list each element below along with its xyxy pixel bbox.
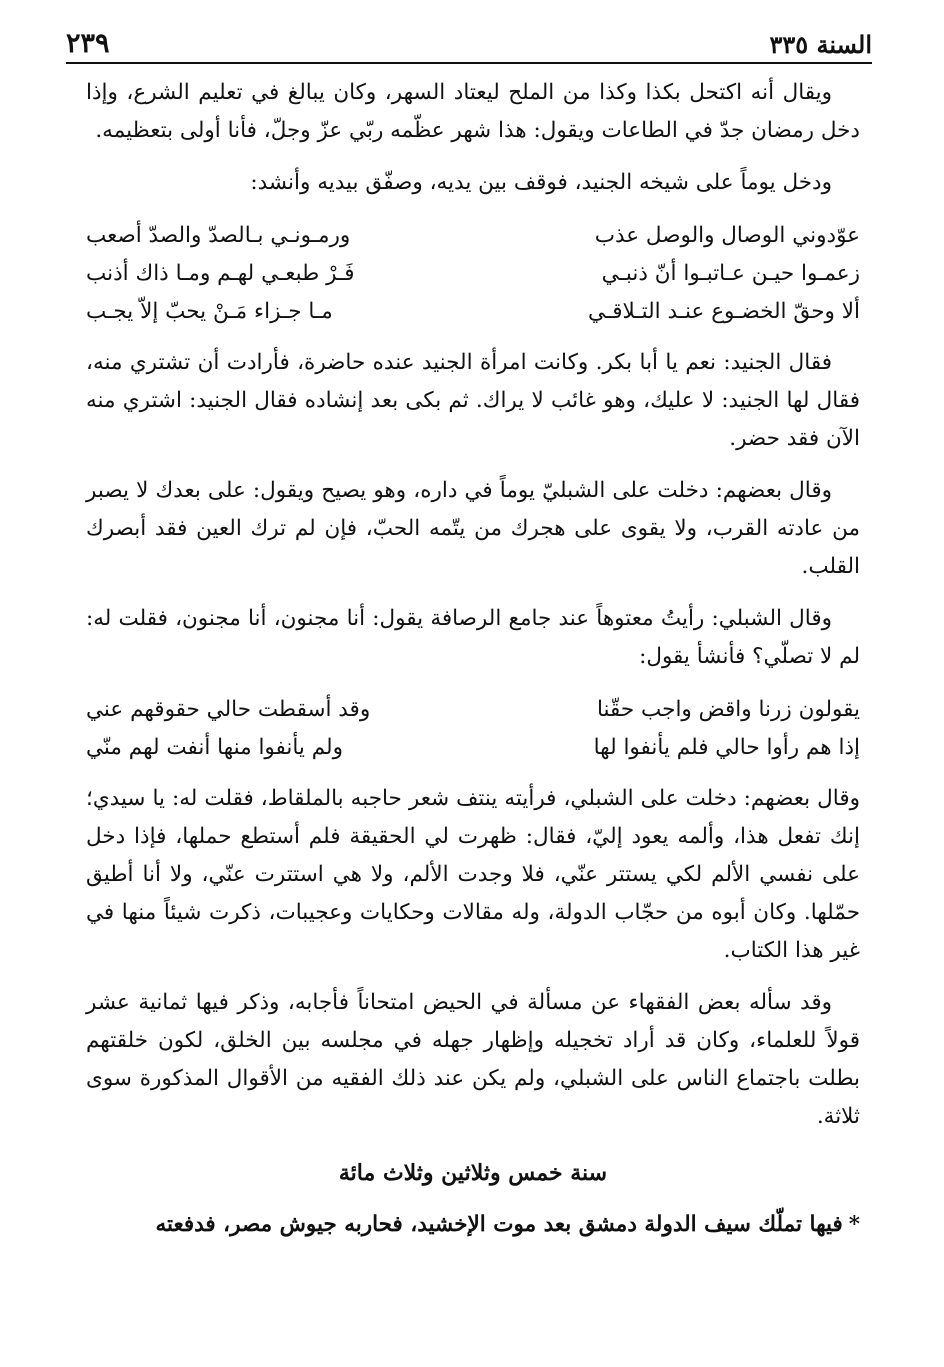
page-number: ٢٣٩ — [66, 28, 110, 59]
verse-first-hemistich: ألا وحقّ الخضـوع عنـد التـلاقـي — [588, 298, 860, 324]
paragraph: ودخل يوماً على شيخه الجنيد، فوقف بين يديه، وصفّق بيديه وأنشد: — [250, 170, 832, 195]
running-header-year: السنة ٣٣٥ — [769, 30, 872, 59]
bullet-entry — [86, 1206, 860, 1244]
section-heading: سنة خمس وثلاثين وثلاث مائة — [338, 1160, 608, 1186]
verse-line — [86, 690, 860, 728]
paragraph: وقال بعضهم: دخلت على الشبليّ يوماً في داره، وهو يصيح ويقول: على بعدك لا يصبر من عادته القرب، ولا يقوى على هجرك من يتّمه الحبّ، فإن لم ترك العين فقد أبصرك القلب. — [86, 478, 860, 579]
paragraph: وقال بعضهم: دخلت على الشبلي، فرأيته ينتف شعر حاجبه بالملقاط، فقلت له: يا سيدي؛ إنك تفعل هذا، وألمه يعود إليّ، فقال: ظهرت لي الحقيقة فلم أستطع حملها، فإذا دخل على نفسي الألم لكي يستتر عنّي، فلا وجدت الألم، ولا هي استترت عنّي، ولا أنا أطيق حمّلها. وكان أبوه من حجّاب الدولة، وله مقالات وحكايات وعجيبات، ذكرت شيئاً منها في غير هذا الكتاب. — [86, 786, 860, 963]
verse-first-hemistich: عوّدوني الوصال والوصل عذب — [594, 222, 860, 248]
verse-second-hemistich: ولم يأنفوا منها أنفت لهم منّي — [86, 734, 343, 760]
verse-first-hemistich: إذا هم رأوا حالي فلم يأنفوا لها — [593, 734, 860, 760]
verse-line — [86, 728, 860, 766]
verse-second-hemistich: مـا جـزاء مَـنْ يحبّ إلاّ يجـب — [86, 298, 333, 324]
verse-first-hemistich: يقولون زرنا واقض واجب حقّنا — [597, 696, 860, 722]
page-header — [66, 26, 872, 64]
verse-line — [86, 216, 860, 254]
verse-second-hemistich: وقد أسقطت حالي حقوقهم عني — [86, 696, 371, 722]
verse-second-hemistich: ورمـونـي بـالصدّ والصدّ أصعب — [86, 222, 351, 248]
paragraph: وقال الشبلي: رأيتُ معتوهاً عند جامع الرصافة يقول: أنا مجنون، أنا مجنون، فقلت له: لم لا تصلّي؟ فأنشأ يقول: — [86, 606, 860, 669]
poem-verses — [86, 216, 860, 330]
bullet-star-icon: * — [848, 1212, 860, 1237]
verse-first-hemistich: زعمـوا حيـن عـاتبـوا أنّ ذنبـي — [601, 260, 860, 286]
paragraph: فقال الجنيد: نعم يا أبا بكر. وكانت امرأة الجنيد عنده حاضرة، فأرادت أن تشتري منه، فقال لها الجنيد: لا عليك، وهو غائب لا يراك. ثم بكى بعد إنشاده فقال الجنيد: اشتري منه الآن فقد حضر. — [86, 350, 860, 451]
poem-verses — [86, 690, 860, 766]
bullet-text: فيها تملّك سيف الدولة دمشق بعد موت الإخشيد، فحاربه جيوش مصر، فدفعته — [155, 1212, 843, 1237]
verse-second-hemistich: فَـرْ طبعـي لهـم ومـا ذاك أذنب — [86, 260, 355, 286]
verse-line — [86, 292, 860, 330]
paragraph: وقد سأله بعض الفقهاء عن مسألة في الحيض امتحاناً فأجابه، وذكر فيها ثمانية عشر قولاً للعلماء، وكان قد أراد تخجيله وإظهار جهله في مجلسه بين الخلق، لكون خلقتهم بطلت باجتماع الناس على الشبلي، ولم يكن عند ذلك الفقيه من الأقوال المذكورة سوى ثلاثة. — [86, 990, 860, 1129]
verse-line — [86, 254, 860, 292]
page-body — [86, 74, 860, 1244]
paragraph: ويقال أنه اكتحل بكذا وكذا من الملح ليعتاد السهر، وكان يبالغ في تعليم الشرع، وإذا دخل رمضان جدّ في الطاعات ويقول: هذا شهر عظّمه ربّي عزّ وجلّ، فأنا أولى بتعظيمه. — [86, 80, 860, 143]
